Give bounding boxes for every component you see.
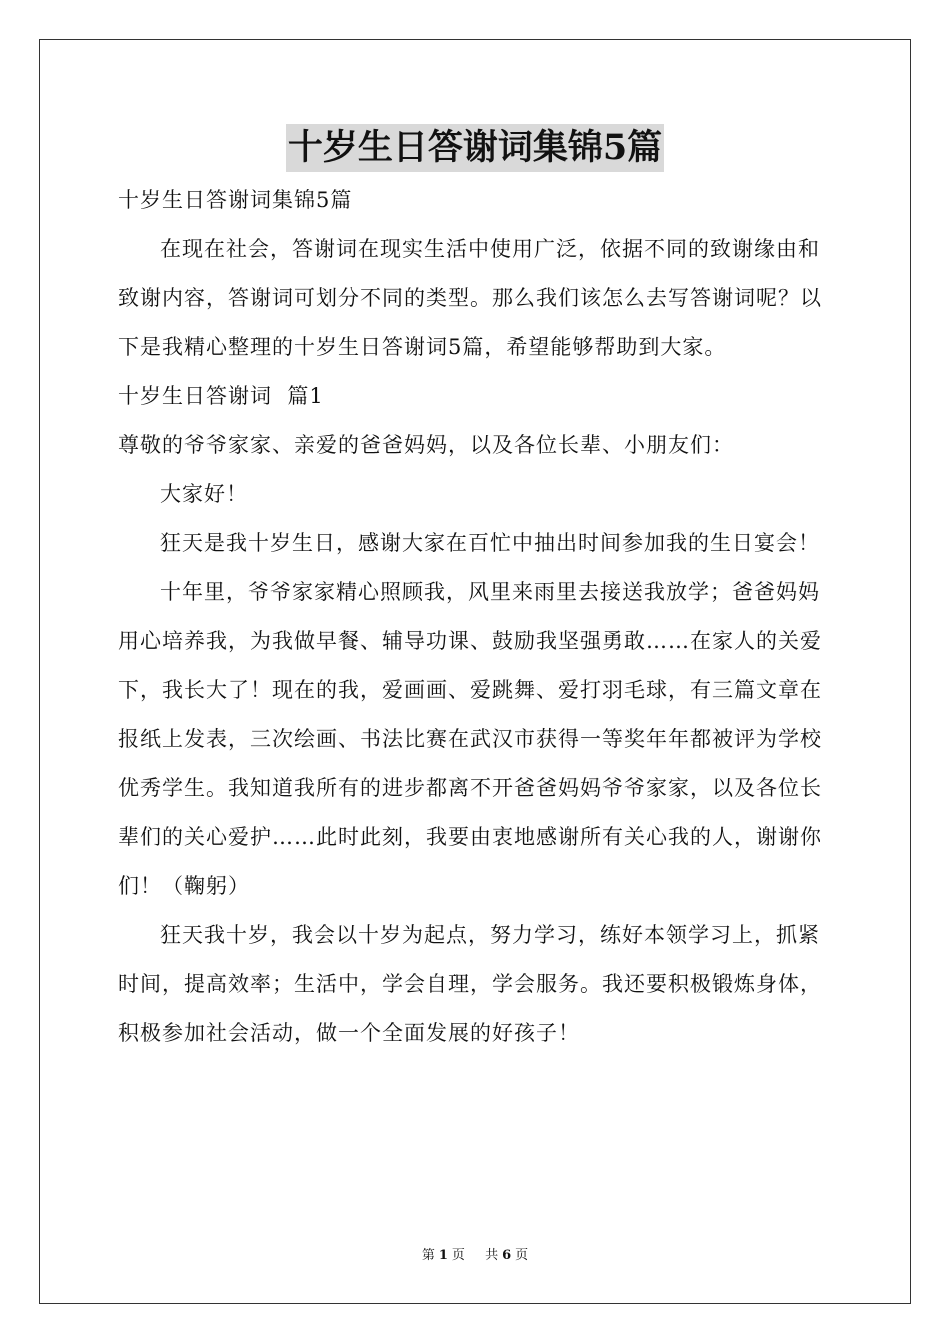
page-total [481,1248,532,1263]
page-footer [0,1246,950,1266]
total-prefix: 共 [485,1248,499,1263]
document-body [118,176,834,1058]
greeting: 大家好！ [160,482,248,506]
total-pages: 6 [502,1248,512,1263]
intro-paragraph: 在现在社会，答谢词在现实生活中使用广泛，依据不同的致谢缘由和致谢内容，答谢词可划分不同的类型。那么我们该怎么去写答谢词呢？以下是我精心整理的十岁生日答谢词5篇，希望能够帮助到大家。 [118,237,822,359]
page-prefix: 第 [421,1248,435,1263]
document-subtitle: 十岁生日答谢词集锦5篇 [118,188,353,212]
page-unit: 页 [451,1248,465,1263]
total-unit: 页 [515,1248,529,1263]
body-paragraph-1: 狂天是我十岁生日，感谢大家在百忙中抽出时间参加我的生日宴会！ [160,531,820,555]
title-container [0,124,950,172]
current-page: 1 [438,1248,448,1263]
page-number [418,1248,469,1263]
salutation: 尊敬的爷爷家家、亲爱的爸爸妈妈，以及各位长辈、小朋友们： [118,433,734,457]
body-paragraph-2: 十年里，爷爷家家精心照顾我，风里来雨里去接送我放学；爸爸妈妈用心培养我，为我做早餐、辅导功课、鼓励我坚强勇敢……在家人的关爱下，我长大了！现在的我，爱画画、爱跳舞、爱打羽毛球，有三篇文章在报纸上发表，三次绘画、书法比赛在武汉市获得一等奖年年都被评为学校优秀学生。我知道我所有的进步都离不开爸爸妈妈爷爷家家，以及各位长辈们的关心爱护……此时此刻，我要由衷地感谢所有关心我的人，谢谢你们！（鞠躬） [118,580,822,898]
section-heading: 十岁生日答谢词 篇1 [118,384,324,408]
document-title: 十岁生日答谢词集锦5篇 [286,124,664,172]
body-paragraph-3: 狂天我十岁，我会以十岁为起点，努力学习，练好本领学习上，抓紧时间，提高效率；生活中，学会自理，学会服务。我还要积极锻炼身体，积极参加社会活动，做一个全面发展的好孩子！ [118,923,822,1045]
